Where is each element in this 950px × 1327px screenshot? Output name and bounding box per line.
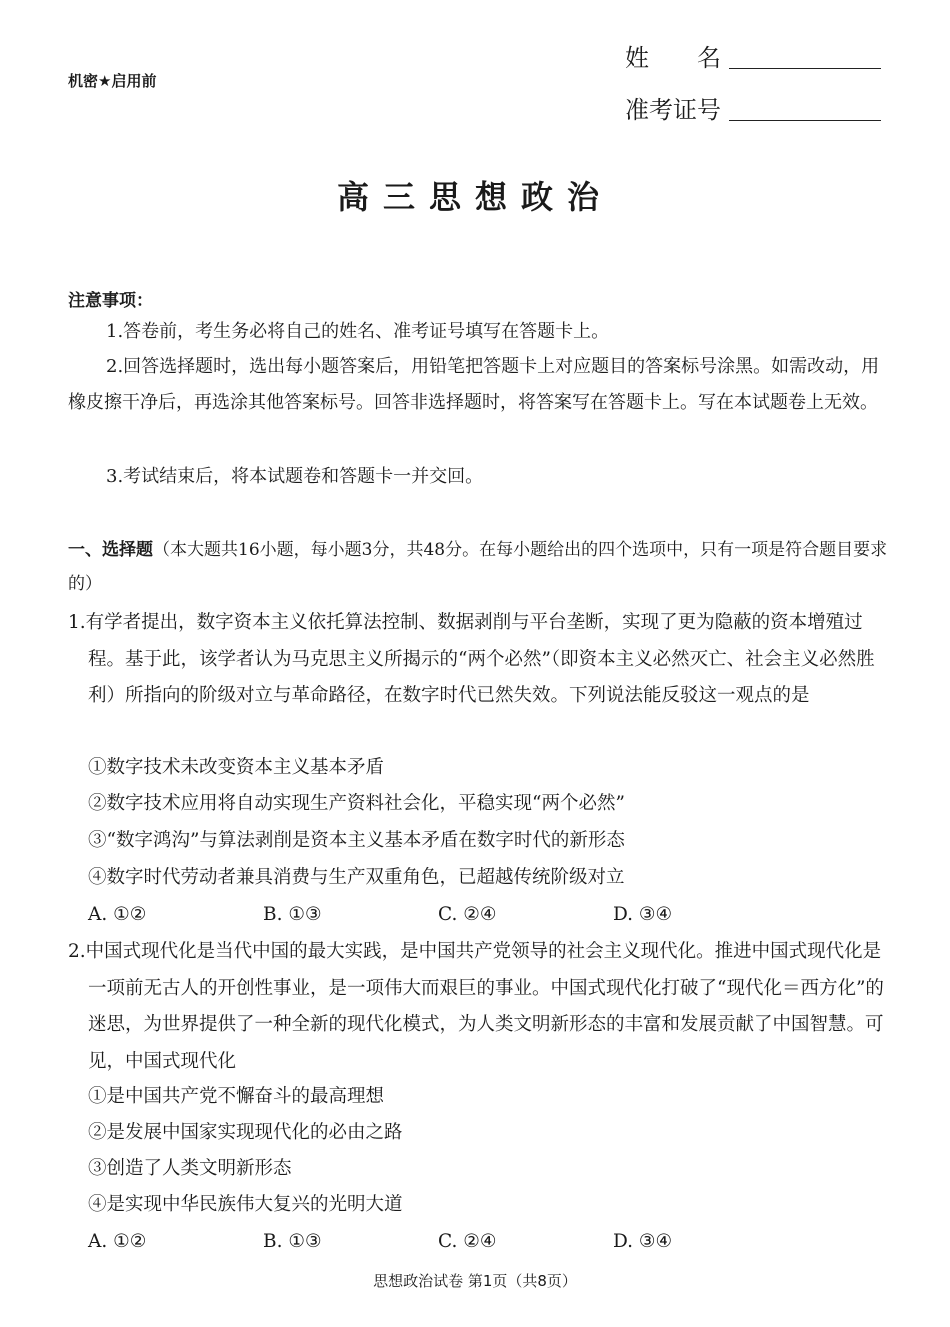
- section-heading: [68, 533, 888, 601]
- q2-option-4: ④是实现中华民族伟大复兴的光明大道: [88, 1194, 403, 1215]
- note-item-2: 2.回答选择题时，选出每小题答案后，用铅笔把答题卡上对应题目的答案标号涂黑。如需改动，用橡皮擦干净后，再选涂其他答案标号。回答非选择题时，将答案写在答题卡上。写在本试题卷上无效。: [68, 356, 880, 413]
- note-item-3: 3.考试结束后，将本试题卷和答题卡一并交回。: [106, 466, 484, 487]
- q2-option-3: ③创造了人类文明新形态: [88, 1158, 292, 1179]
- q1-choice-d[interactable]: D. ③④: [613, 904, 673, 925]
- q1-option-1: ①数字技术未改变资本主义基本矛盾: [88, 757, 385, 778]
- q2-choice-b[interactable]: B. ①③: [263, 1231, 322, 1252]
- q1-choice-a[interactable]: A. ①②: [88, 904, 147, 925]
- q1-option-3: ③“数字鸿沟”与算法剥削是资本主义基本矛盾在数字时代的新形态: [88, 830, 625, 851]
- q2-choice-c[interactable]: C. ②④: [438, 1231, 497, 1252]
- q1-choices: [88, 904, 788, 925]
- name-label: [625, 38, 721, 73]
- q2-option-2: ②是发展中国家实现现代化的必由之路: [88, 1122, 403, 1143]
- q2-choice-d[interactable]: D. ③④: [613, 1231, 673, 1252]
- q1-option-4: ④数字时代劳动者兼具消费与生产双重角色，已超越传统阶级对立: [88, 867, 625, 888]
- name-label-char-2: 名: [697, 44, 721, 72]
- q2-choices: [88, 1231, 788, 1252]
- q1-choice-c[interactable]: C. ②④: [438, 904, 497, 925]
- page-title: 高三思想政治: [336, 178, 613, 216]
- exam-id-label: 准考证号: [625, 96, 721, 124]
- page-footer: 思想政治试卷 第1页（共8页）: [373, 1272, 577, 1290]
- q2-choice-a[interactable]: A. ①②: [88, 1231, 147, 1252]
- question-1-stem: 1.有学者提出，数字资本主义依托算法控制、数据剥削与平台垄断，实现了更为隐蔽的资本增殖过程。基于此，该学者认为马克思主义所揭示的“两个必然”（即资本主义必然灭亡、社会主义必然胜利）所指向的阶级对立与革命路径，在数字时代已然失效。下列说法能反驳这一观点的是: [68, 612, 875, 706]
- exam-id-input-line[interactable]: [729, 96, 881, 121]
- section-title: 一、选择题: [68, 540, 153, 560]
- q1-option-2: ②数字技术应用将自动实现生产资料社会化，平稳实现“两个必然”: [88, 793, 625, 814]
- confidential-label: 机密★启用前: [68, 72, 157, 90]
- name-input-line[interactable]: [729, 44, 881, 69]
- question-2-stem: 2.中国式现代化是当代中国的最大实践，是中国共产党领导的社会主义现代化。推进中国式现代化是一项前无古人的开创性事业，是一项伟大而艰巨的事业。中国式现代化打破了“现代化＝西方化”的迷思，为世界提供了一种全新的现代化模式，为人类文明新形态的丰富和发展贡献了中国智慧。可见，中国式现代化: [68, 941, 884, 1072]
- q2-option-1: ①是中国共产党不懈奋斗的最高理想: [88, 1086, 385, 1107]
- name-label-char-1: 姓: [625, 44, 649, 72]
- section-desc: （本大题共16小题，每小题3分，共48分。在每小题给出的四个选项中，只有一项是符合题目要求的）: [68, 540, 888, 594]
- exam-id-field[interactable]: [625, 90, 881, 125]
- note-item-1: 1.答卷前，考生务必将自己的姓名、准考证号填写在答题卡上。: [106, 321, 610, 342]
- notes-heading: 注意事项：: [68, 291, 153, 311]
- q1-choice-b[interactable]: B. ①③: [263, 904, 322, 925]
- name-field[interactable]: [625, 38, 881, 73]
